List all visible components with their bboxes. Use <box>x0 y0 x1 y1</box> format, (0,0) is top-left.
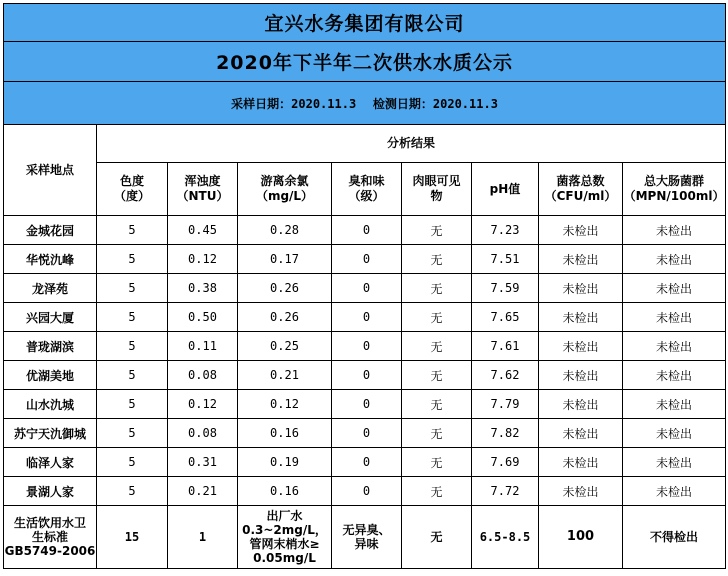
value-cell: 7.65 <box>472 303 539 332</box>
analysis-header: 分析结果 <box>97 125 726 163</box>
standard-row <box>4 506 726 569</box>
value-cell: 5 <box>97 419 168 448</box>
table-row <box>4 361 726 390</box>
value-cell: 5 <box>97 477 168 506</box>
standard-value: 6.5-8.5 <box>472 506 539 569</box>
value-cell: 7.51 <box>472 245 539 274</box>
value-cell: 0.08 <box>168 361 238 390</box>
sampling-date-value: 2020.11.3 <box>291 96 357 111</box>
location-cell: 苏宁天氿御城 <box>4 419 97 448</box>
location-cell: 临泽人家 <box>4 448 97 477</box>
testing-date-value: 2020.11.3 <box>432 96 498 111</box>
value-cell: 5 <box>97 390 168 419</box>
value-cell: 7.62 <box>472 361 539 390</box>
value-cell: 5 <box>97 303 168 332</box>
value-cell: 0 <box>332 361 402 390</box>
value-cell: 0.17 <box>238 245 332 274</box>
value-cell: 5 <box>97 245 168 274</box>
value-cell: 5 <box>97 361 168 390</box>
value-cell: 无 <box>402 419 472 448</box>
value-cell: 未检出 <box>623 477 726 506</box>
table-row <box>4 419 726 448</box>
value-cell: 无 <box>402 477 472 506</box>
value-cell: 7.69 <box>472 448 539 477</box>
parameter-header-row <box>4 163 726 216</box>
table-row <box>4 216 726 245</box>
company-name: 宜兴水务集团有限公司 <box>4 4 726 42</box>
column-header: 浑浊度 （NTU） <box>168 163 238 216</box>
table-row <box>4 303 726 332</box>
column-header: 菌落总数 （CFU/ml） <box>539 163 623 216</box>
value-cell: 0.19 <box>238 448 332 477</box>
value-cell: 0 <box>332 216 402 245</box>
water-quality-sheet <box>3 3 726 569</box>
table-row <box>4 390 726 419</box>
value-cell: 未检出 <box>623 332 726 361</box>
value-cell: 未检出 <box>623 303 726 332</box>
standard-value: 不得检出 <box>623 506 726 569</box>
column-header: 游离余氯 （mg/L） <box>238 163 332 216</box>
column-header: 色度 （度） <box>97 163 168 216</box>
value-cell: 0.25 <box>238 332 332 361</box>
value-cell: 无 <box>402 303 472 332</box>
table-row <box>4 245 726 274</box>
value-cell: 0.45 <box>168 216 238 245</box>
table-row <box>4 274 726 303</box>
value-cell: 未检出 <box>539 390 623 419</box>
standard-value: 1 <box>168 506 238 569</box>
value-cell: 0.16 <box>238 477 332 506</box>
value-cell: 未检出 <box>539 245 623 274</box>
data-rows <box>4 216 726 506</box>
value-cell: 7.23 <box>472 216 539 245</box>
value-cell: 未检出 <box>623 361 726 390</box>
location-cell: 金城花园 <box>4 216 97 245</box>
value-cell: 无 <box>402 361 472 390</box>
value-cell: 7.59 <box>472 274 539 303</box>
value-cell: 未检出 <box>623 274 726 303</box>
location-cell: 华悦氿峰 <box>4 245 97 274</box>
value-cell: 未检出 <box>623 448 726 477</box>
table-row <box>4 332 726 361</box>
location-cell: 龙泽苑 <box>4 274 97 303</box>
dates-row <box>4 82 726 125</box>
value-cell: 未检出 <box>539 419 623 448</box>
location-cell: 山水氿城 <box>4 390 97 419</box>
column-header: pH值 <box>472 163 539 216</box>
value-cell: 未检出 <box>539 332 623 361</box>
value-cell: 无 <box>402 332 472 361</box>
location-header: 采样地点 <box>4 125 97 216</box>
table-row <box>4 448 726 477</box>
location-cell: 优湖美地 <box>4 361 97 390</box>
value-cell: 无 <box>402 274 472 303</box>
value-cell: 7.61 <box>472 332 539 361</box>
value-cell: 0.26 <box>238 274 332 303</box>
value-cell: 5 <box>97 332 168 361</box>
column-header: 肉眼可见 物 <box>402 163 472 216</box>
value-cell: 未检出 <box>539 448 623 477</box>
value-cell: 0.16 <box>238 419 332 448</box>
page-title: 2020年下半年二次供水水质公示 <box>4 42 726 82</box>
standard-value: 出厂水 0.3~2mg/L， 管网末梢水≥ 0.05mg/L <box>238 506 332 569</box>
value-cell: 0.21 <box>168 477 238 506</box>
value-cell: 未检出 <box>539 274 623 303</box>
value-cell: 0 <box>332 419 402 448</box>
standard-value: 无 <box>402 506 472 569</box>
value-cell: 0.28 <box>238 216 332 245</box>
value-cell: 未检出 <box>539 477 623 506</box>
standard-value: 15 <box>97 506 168 569</box>
value-cell: 7.72 <box>472 477 539 506</box>
column-header: 总大肠菌群 （MPN/100ml） <box>623 163 726 216</box>
standard-label: 生活饮用水卫 生标准 GB5749-2006 <box>4 506 97 569</box>
value-cell: 7.79 <box>472 390 539 419</box>
testing-date-label: 检测日期： <box>372 96 433 111</box>
location-cell: 普珑湖滨 <box>4 332 97 361</box>
value-cell: 无 <box>402 448 472 477</box>
value-cell: 0 <box>332 477 402 506</box>
standard-value: 无异臭、 异味 <box>332 506 402 569</box>
value-cell: 0.12 <box>238 390 332 419</box>
value-cell: 0.12 <box>168 390 238 419</box>
value-cell: 0.12 <box>168 245 238 274</box>
location-cell: 景湖人家 <box>4 477 97 506</box>
value-cell: 5 <box>97 448 168 477</box>
value-cell: 无 <box>402 216 472 245</box>
value-cell: 0.26 <box>238 303 332 332</box>
value-cell: 0 <box>332 245 402 274</box>
value-cell: 0.08 <box>168 419 238 448</box>
value-cell: 无 <box>402 390 472 419</box>
value-cell: 未检出 <box>623 419 726 448</box>
value-cell: 0.31 <box>168 448 238 477</box>
value-cell: 0.11 <box>168 332 238 361</box>
value-cell: 0 <box>332 274 402 303</box>
value-cell: 0 <box>332 390 402 419</box>
value-cell: 未检出 <box>623 245 726 274</box>
value-cell: 7.82 <box>472 419 539 448</box>
value-cell: 未检出 <box>539 303 623 332</box>
table-row <box>4 477 726 506</box>
value-cell: 未检出 <box>539 216 623 245</box>
value-cell: 0.38 <box>168 274 238 303</box>
location-cell: 兴园大厦 <box>4 303 97 332</box>
value-cell: 未检出 <box>623 390 726 419</box>
standard-value: 100 <box>539 506 623 569</box>
value-cell: 0.21 <box>238 361 332 390</box>
value-cell: 0 <box>332 448 402 477</box>
value-cell: 5 <box>97 216 168 245</box>
value-cell: 0.50 <box>168 303 238 332</box>
value-cell: 0 <box>332 303 402 332</box>
value-cell: 无 <box>402 245 472 274</box>
value-cell: 未检出 <box>623 216 726 245</box>
value-cell: 0 <box>332 332 402 361</box>
value-cell: 5 <box>97 274 168 303</box>
sampling-date-label: 采样日期： <box>231 96 292 111</box>
value-cell: 未检出 <box>539 361 623 390</box>
column-header: 臭和味 （级） <box>332 163 402 216</box>
